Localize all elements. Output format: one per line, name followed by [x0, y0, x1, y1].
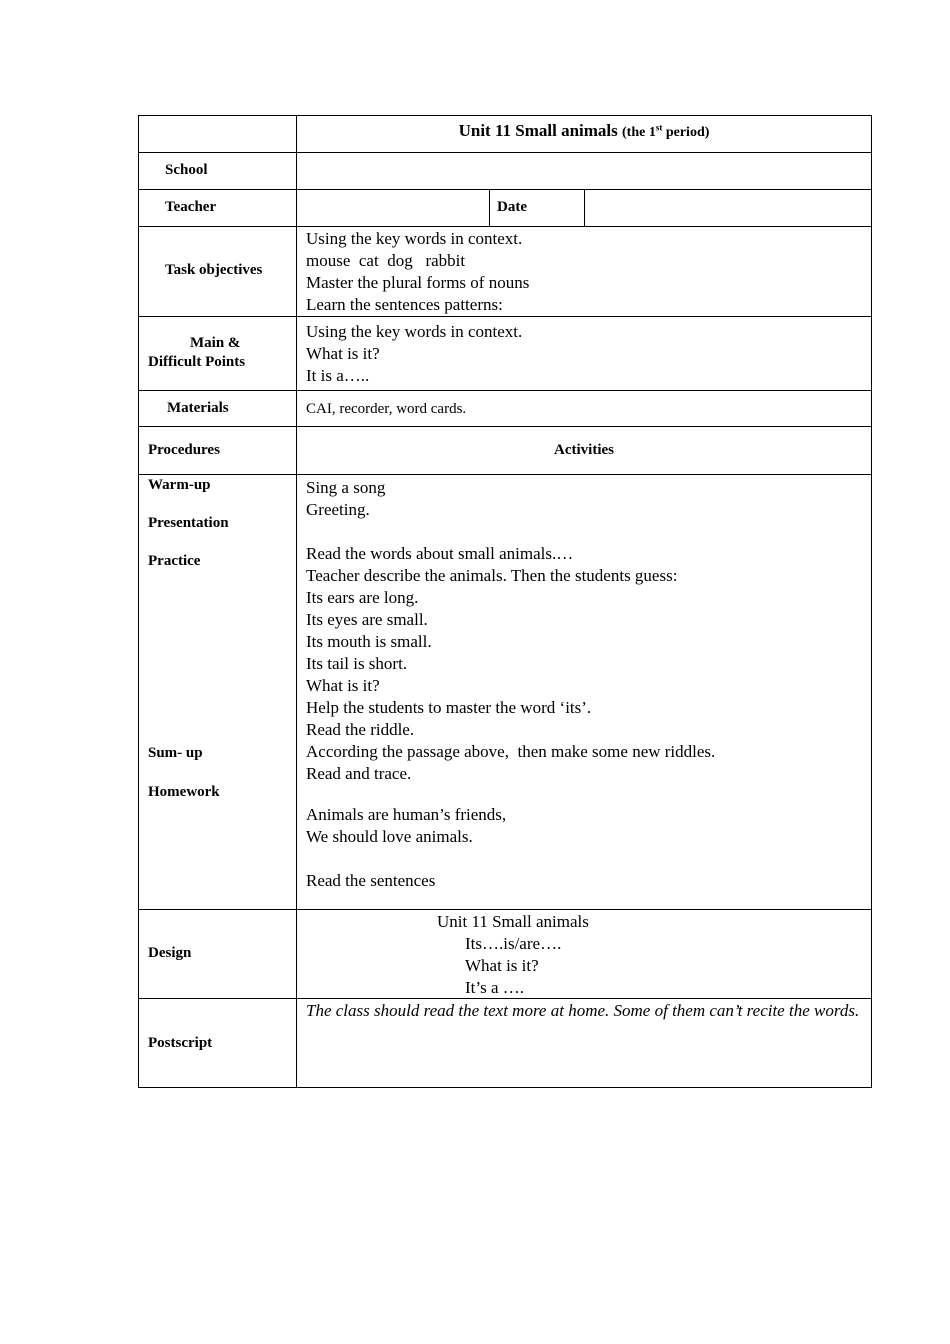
- procedure-steps-cell: [139, 475, 297, 909]
- postscript-label-cell: [139, 999, 297, 1087]
- postscript-label: Postscript: [148, 1035, 213, 1051]
- design-label-cell: [139, 910, 297, 998]
- teacher-row: [138, 190, 872, 227]
- activity-line: Read and trace.: [306, 764, 412, 783]
- task-objectives-label-cell: [139, 227, 297, 316]
- materials-label: Materials: [167, 400, 229, 416]
- main-points-row: [138, 317, 872, 391]
- activity-line: Its tail is short.: [306, 654, 408, 673]
- school-label-cell: [139, 153, 297, 189]
- activities-header: Activities: [554, 442, 614, 458]
- date-value-cell: [585, 190, 871, 226]
- step-presentation: Presentation: [148, 515, 229, 531]
- activity-line: We should love animals.: [306, 827, 473, 846]
- step-practice: Practice: [148, 553, 201, 569]
- main-points-label-cell: [139, 317, 297, 390]
- period-suffix: period): [662, 125, 710, 140]
- postscript-row: [138, 999, 872, 1088]
- date-label-cell: [490, 190, 585, 226]
- materials-row: [138, 391, 872, 427]
- activity-line: Read the sentences: [306, 871, 436, 890]
- activity-line: Read the words about small animals.…: [306, 544, 574, 563]
- task-objectives-row: [138, 227, 872, 317]
- date-label: Date: [497, 199, 527, 215]
- activity-line: Sing a song: [306, 478, 386, 497]
- teacher-label-cell: [139, 190, 297, 226]
- activity-line: Greeting.: [306, 500, 370, 519]
- activity-line: Its eyes are small.: [306, 610, 428, 629]
- title-left-cell: [139, 116, 297, 152]
- main-point-line: What is it?: [306, 344, 380, 363]
- activities-header-cell: [297, 427, 871, 474]
- activity-line: Read the riddle.: [306, 720, 415, 739]
- task-objectives-cell: [297, 227, 871, 316]
- main-points-label-line1: Main &: [190, 335, 241, 351]
- design-line: Its….is/are….: [465, 934, 562, 953]
- teacher-label: Teacher: [165, 199, 217, 215]
- title-row: [138, 115, 872, 153]
- design-line: It’s a ….: [465, 978, 525, 997]
- activity-line: What is it?: [306, 676, 380, 695]
- school-label: School: [165, 162, 208, 178]
- main-points-label-line2: Difficult Points: [148, 354, 246, 370]
- objective-line: Learn the sentences patterns:: [306, 295, 503, 314]
- lesson-title: [297, 121, 871, 141]
- objective-line: Using the key words in context.: [306, 229, 523, 248]
- procedures-row: [138, 475, 872, 910]
- objective-line: mouse cat dog rabbit: [306, 251, 466, 270]
- postscript-cell: [297, 999, 871, 1087]
- school-row: [138, 153, 872, 190]
- title-cell: [297, 116, 871, 152]
- activities-cell: [297, 475, 871, 909]
- design-label: Design: [148, 945, 192, 961]
- activity-line: Its ears are long.: [306, 588, 419, 607]
- procedures-header-row: [138, 427, 872, 475]
- materials-value: CAI, recorder, word cards.: [306, 401, 467, 417]
- materials-label-cell: [139, 391, 297, 426]
- main-points-cell: [297, 317, 871, 390]
- postscript-text: The class should read the text more at home. Some of them can’t recite the words.: [306, 1001, 860, 1020]
- school-value-cell: [297, 153, 871, 189]
- activity-line: Teacher describe the animals. Then the students guess:: [306, 566, 678, 585]
- procedures-header-cell: [139, 427, 297, 474]
- teacher-value-cell: [297, 190, 490, 226]
- unit-title: Unit 11 Small animals: [458, 121, 618, 140]
- task-objectives-label: Task objectives: [165, 262, 263, 278]
- procedures-header: Procedures: [148, 442, 220, 458]
- step-sum-up: Sum- up: [148, 745, 203, 761]
- objective-line: Master the plural forms of nouns: [306, 273, 530, 292]
- period-prefix: (the 1: [622, 125, 656, 140]
- design-cell: [297, 910, 871, 998]
- activity-line: According the passage above, then make some new riddles.: [306, 742, 716, 761]
- activity-line: Help the students to master the word ‘its’.: [306, 698, 592, 717]
- step-warm-up: Warm-up: [148, 477, 211, 493]
- main-point-line: It is a…..: [306, 366, 370, 385]
- design-line: What is it?: [465, 956, 539, 975]
- materials-value-cell: [297, 391, 871, 426]
- step-homework: Homework: [148, 784, 220, 800]
- activity-line: Animals are human’s friends,: [306, 805, 507, 824]
- design-row: [138, 910, 872, 999]
- main-point-line: Using the key words in context.: [306, 322, 523, 341]
- period-sup: st: [655, 122, 663, 133]
- design-line: Unit 11 Small animals: [437, 912, 589, 931]
- activity-line: Its mouth is small.: [306, 632, 432, 651]
